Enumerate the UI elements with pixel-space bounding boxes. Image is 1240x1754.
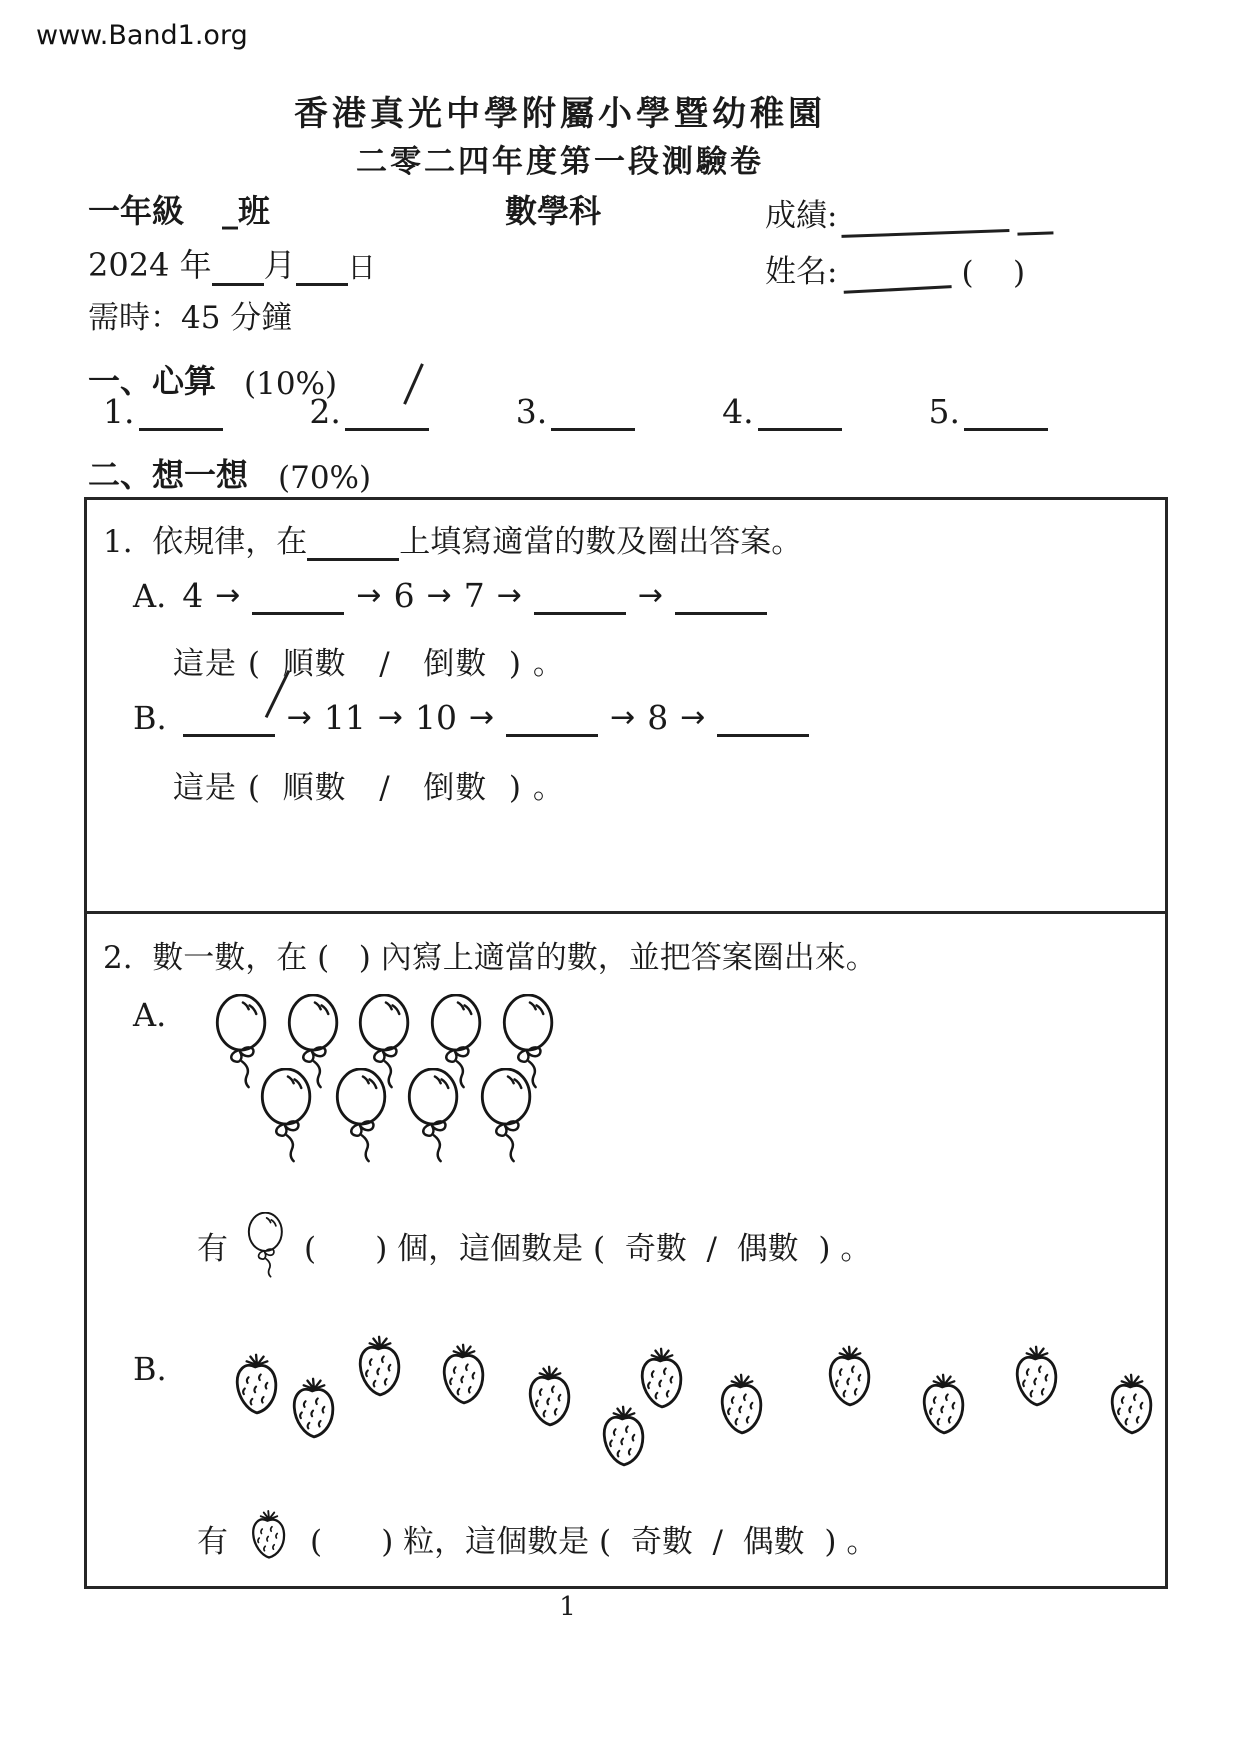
sequence-number: 6 <box>393 576 415 615</box>
question-1-text-pre: 1. 依規律，在 <box>103 524 308 560</box>
grade-label: 一年級 <box>88 192 185 230</box>
sequence-blank <box>183 704 275 737</box>
mental-math-blank <box>964 398 1048 431</box>
strawberry-line-pre: 有 <box>197 1523 228 1560</box>
sequence-label: B. <box>133 699 167 737</box>
strawberry-drawing <box>435 1341 493 1416</box>
strawberry-drawing <box>285 1375 343 1450</box>
mental-math-number: 2. <box>309 392 341 431</box>
strawberry-icon <box>246 1508 292 1568</box>
section2-weight: (70%) <box>278 460 372 496</box>
arrow-icon: → <box>468 700 495 735</box>
balloon-drawing <box>333 1068 391 1163</box>
sequence-b <box>133 698 809 737</box>
strawberry-drawing <box>351 1333 409 1408</box>
question-1-text <box>103 516 802 561</box>
choice-a: 這是 ( 順數 / 倒數 ) 。 <box>173 646 565 682</box>
mental-math-number: 3. <box>515 392 548 431</box>
mental-math-item <box>722 392 842 431</box>
date-row <box>88 240 376 286</box>
question-1-text-post: 上填寫適當的數及圈出答案。 <box>399 524 803 560</box>
part-b-label: B. <box>133 1350 167 1388</box>
sequence-blank <box>534 582 626 615</box>
duration-label: 需時：45 分鐘 <box>88 300 293 336</box>
strawberry-count-line <box>197 1508 877 1568</box>
date-month-blank <box>212 253 264 286</box>
sequence-number: 11 <box>323 698 366 737</box>
balloon-drawing <box>478 1068 536 1163</box>
score-label: 成績: <box>765 198 838 234</box>
arrow-icon: → <box>356 578 382 613</box>
section1-title: 一、心算 <box>88 362 217 400</box>
exam-title: 二零二四年度第一段測驗卷 <box>356 144 764 180</box>
arrow-icon: → <box>377 700 403 735</box>
name-label: 姓名: <box>765 254 838 290</box>
arrow-icon: → <box>426 578 452 613</box>
section1-weight: (10%) <box>244 366 338 402</box>
sequence-number: 8 <box>647 698 669 737</box>
name-paren: ( ) <box>961 255 1026 291</box>
mental-math-item <box>516 392 636 431</box>
sequence-blank <box>717 704 809 737</box>
balloon-drawing <box>405 1068 463 1163</box>
strawberry-drawing <box>228 1351 286 1426</box>
mental-math-row <box>103 392 1048 431</box>
date-day-label: 日 <box>347 251 376 284</box>
question-1-inline-blank <box>307 528 399 561</box>
arrow-icon: → <box>680 700 706 735</box>
balloon-icon <box>246 1212 286 1278</box>
mental-math-number: 1. <box>103 392 135 431</box>
strawberry-drawing <box>713 1371 771 1446</box>
name-blank-line <box>843 259 952 294</box>
page-number: 1 <box>559 1592 576 1622</box>
part-a-label: A. <box>133 996 167 1034</box>
question-divider <box>84 911 1168 914</box>
arrow-icon: → <box>637 578 663 613</box>
sequence-number: 7 <box>463 576 485 615</box>
sequence-a <box>133 576 767 615</box>
mental-math-blank <box>758 398 842 431</box>
mental-math-blank <box>139 398 223 431</box>
strawberry-drawing <box>821 1343 879 1418</box>
school-title: 香港真光中學附屬小學暨幼稚園 <box>294 94 826 134</box>
choice-b: 這是 ( 順數 / 倒數 ) 。 <box>173 770 565 806</box>
sequence-number: 10 <box>414 698 457 737</box>
sequence-blank <box>252 582 344 615</box>
section2-title: 二、想一想 <box>88 456 249 494</box>
score-blank-line-2 <box>1017 205 1054 235</box>
date-month-label: 月 <box>263 246 296 284</box>
strawberry-drawing <box>1103 1371 1161 1446</box>
mental-math-number: 5. <box>928 392 960 431</box>
date-day-blank <box>296 253 348 286</box>
score-row <box>765 190 1053 235</box>
date-year: 2024 年 <box>88 246 212 284</box>
strawberry-drawing <box>1008 1343 1066 1418</box>
sequence-blank <box>506 704 598 737</box>
mental-math-blank <box>345 398 429 431</box>
mental-math-item <box>103 392 223 431</box>
name-row <box>765 246 1025 291</box>
arrow-icon: → <box>610 700 636 735</box>
section2-title-row <box>88 450 371 496</box>
sequence-label: A. <box>133 577 167 615</box>
question-2-text: 2. 數一數，在 ( ) 內寫上適當的數，並把答案圈出來。 <box>103 940 877 976</box>
balloon-count-line <box>197 1212 871 1278</box>
mental-math-blank <box>551 398 635 431</box>
class-blank: _班 <box>222 192 271 230</box>
strawberry-drawing <box>915 1371 973 1446</box>
mental-math-number: 4. <box>722 392 754 431</box>
balloon-drawing <box>258 1068 316 1163</box>
arrow-icon: → <box>286 700 312 735</box>
strawberry-drawing <box>521 1363 579 1438</box>
sequence-number: 4 <box>182 576 204 615</box>
mental-math-item <box>309 392 429 431</box>
balloon-line-pre: 有 <box>197 1230 228 1267</box>
score-blank-line <box>841 203 1010 238</box>
sequence-blank <box>675 582 767 615</box>
strawberry-drawing <box>633 1345 691 1420</box>
watermark: www.Band1.org <box>36 20 248 51</box>
arrow-icon: → <box>215 578 241 613</box>
question-box <box>84 497 1168 1589</box>
arrow-icon: → <box>496 578 522 613</box>
balloon-line-post: ( ) 個，這個數是 ( 奇數 / 偶數 ) 。 <box>304 1230 872 1267</box>
strawberry-line-post: ( ) 粒，這個數是 ( 奇數 / 偶數 ) 。 <box>310 1523 878 1560</box>
mental-math-item <box>929 392 1049 431</box>
subject-label: 數學科 <box>505 192 602 230</box>
